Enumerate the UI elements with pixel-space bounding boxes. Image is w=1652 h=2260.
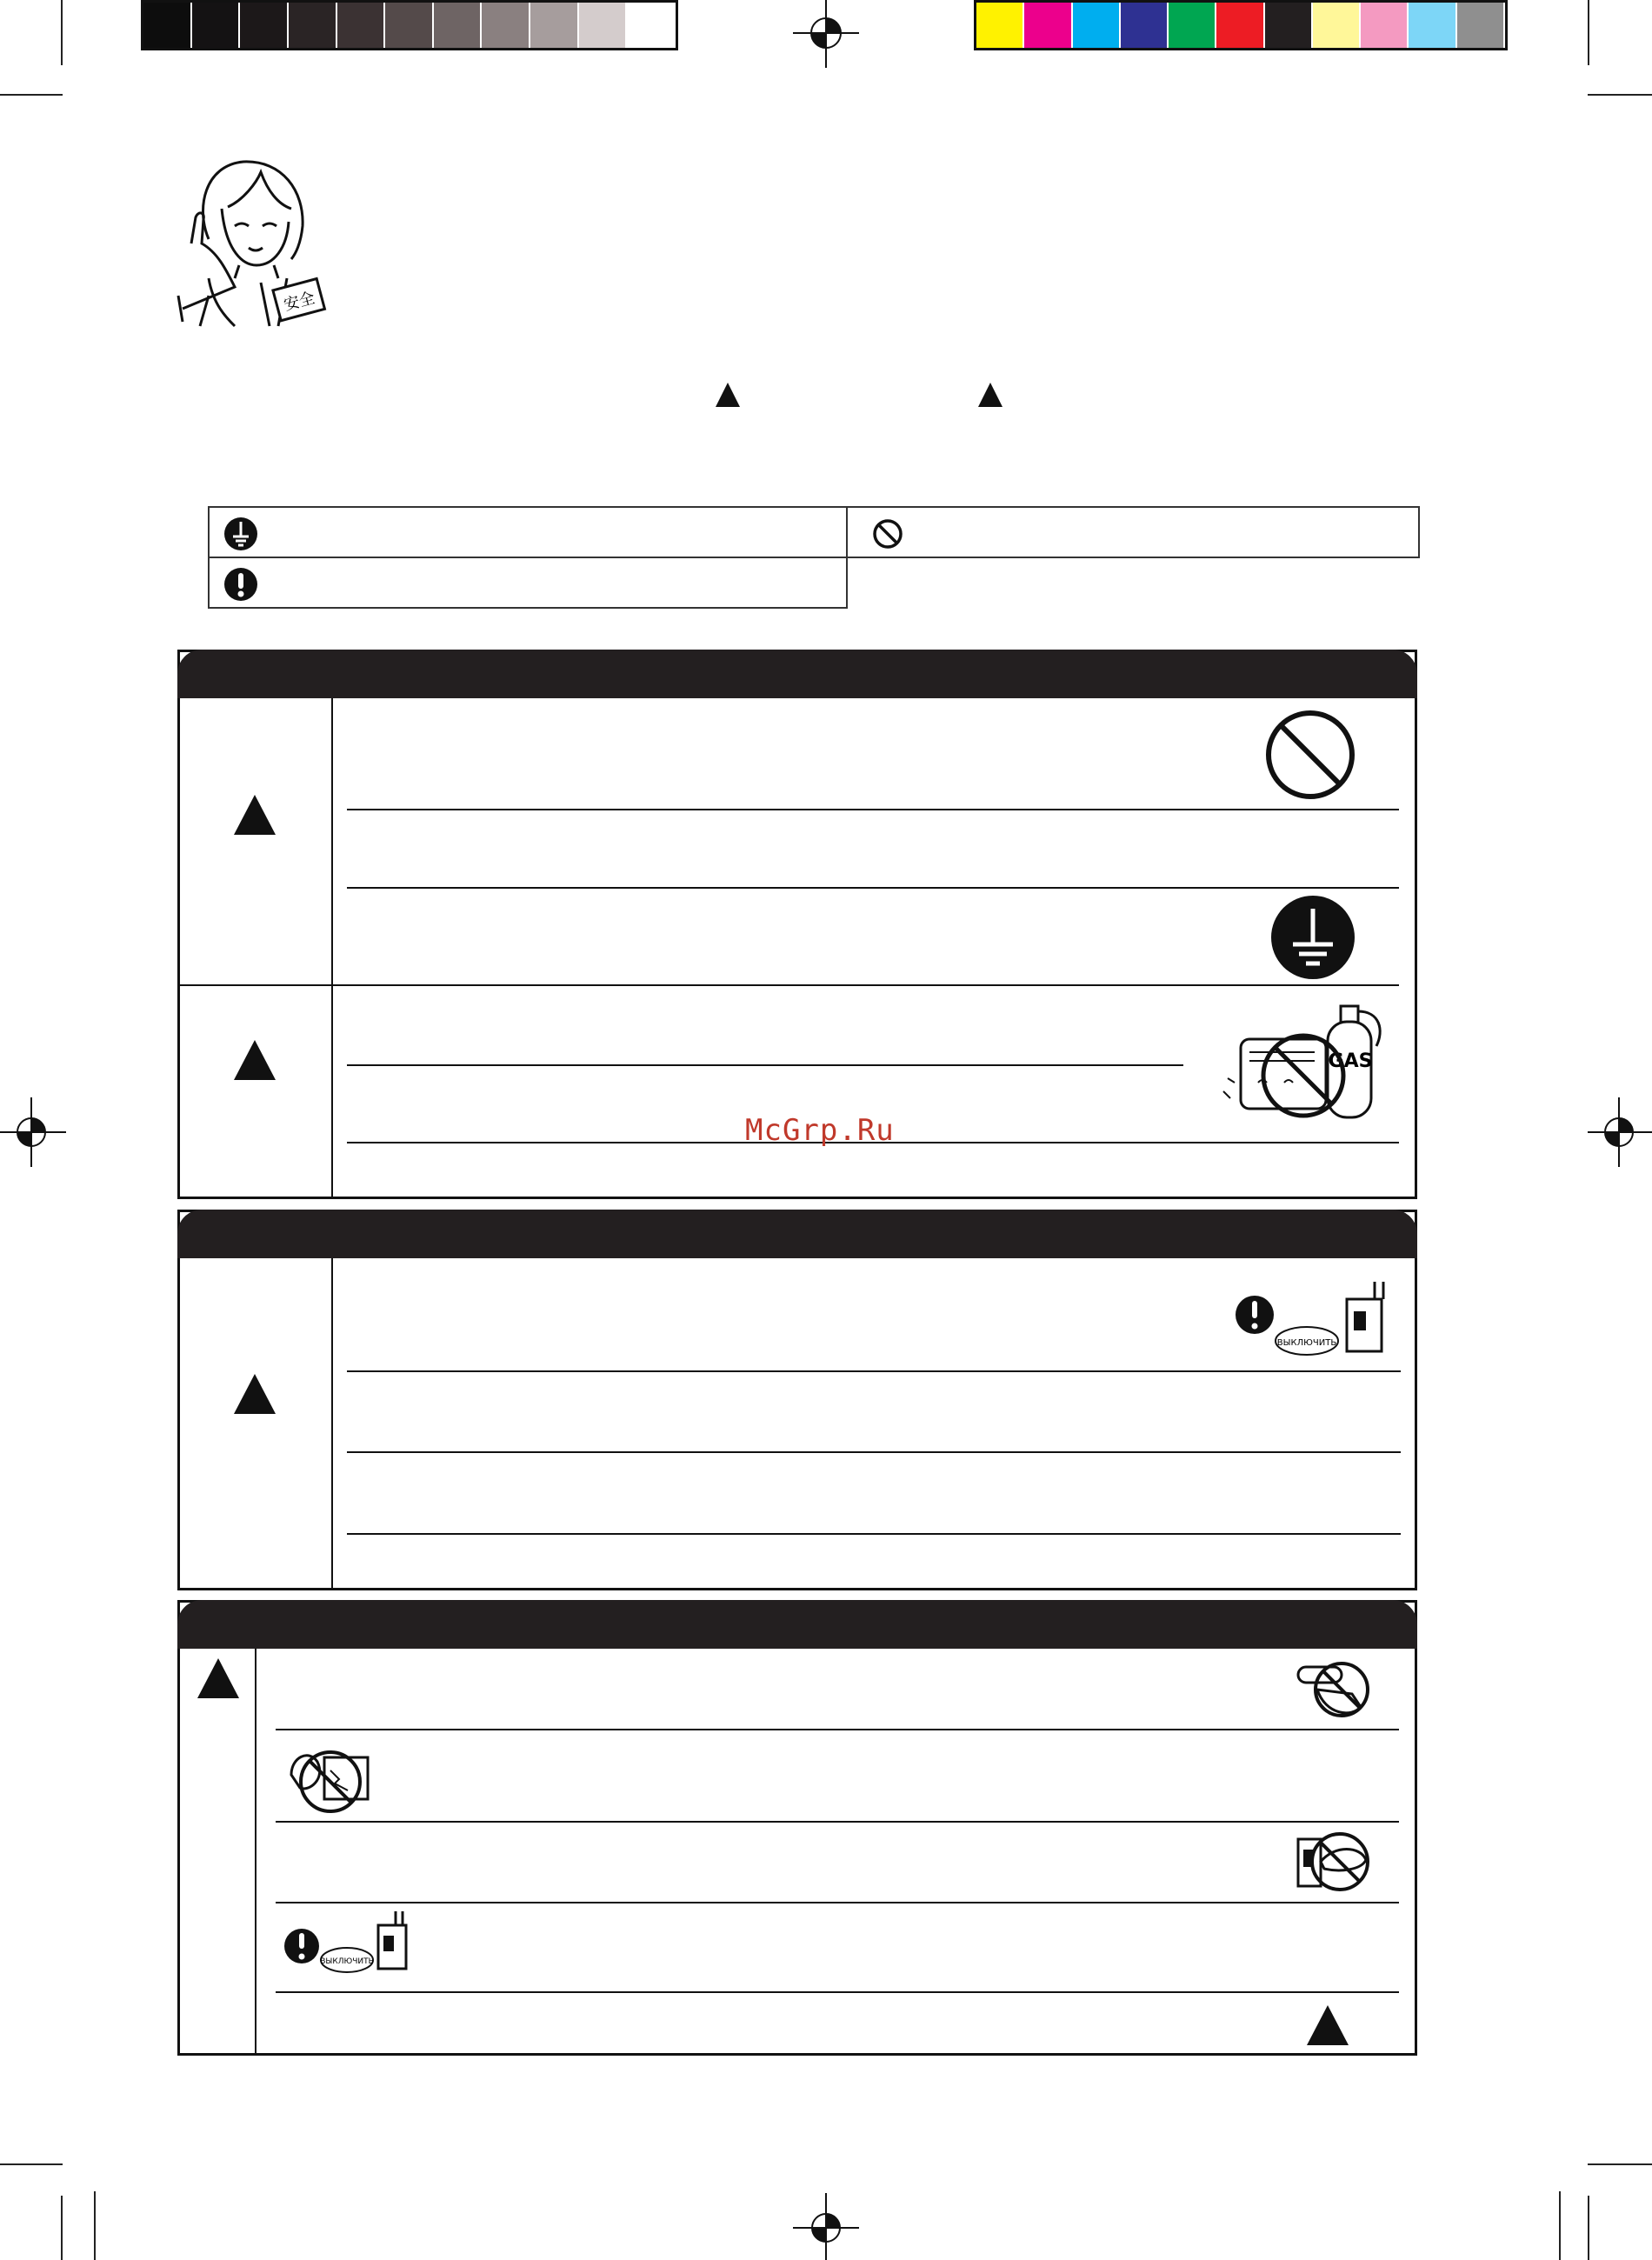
crop-mark [1559, 2191, 1561, 2260]
divider [347, 1533, 1401, 1535]
color-swatch [1409, 3, 1455, 48]
color-swatch [530, 3, 577, 48]
color-swatch [1169, 3, 1215, 48]
divider [331, 984, 1399, 986]
color-swatch [1073, 3, 1119, 48]
divider [347, 809, 1399, 810]
panel-column-divider [331, 698, 333, 1197]
switch-off-label: ВЫКЛЮЧИТЬ [320, 1957, 374, 1966]
color-swatch [1216, 3, 1262, 48]
divider [347, 887, 1399, 889]
switch-off-illustration [1236, 1282, 1401, 1369]
warning-triangle-icon [1307, 2005, 1349, 2045]
registration-mark-left [0, 1097, 70, 1167]
color-swatch [385, 3, 432, 48]
color-swatch [1313, 3, 1359, 48]
switch-off-small-illustration [284, 1911, 415, 1981]
warning-triangle-icon [234, 795, 276, 835]
color-swatch [482, 3, 529, 48]
color-swatch [579, 3, 626, 48]
caution-panel [177, 1600, 1417, 2056]
divider [180, 984, 331, 986]
crop-mark [94, 2191, 96, 2260]
warning-triangle-icon [234, 1040, 276, 1080]
crop-mark [61, 0, 63, 65]
color-swatch [627, 3, 674, 48]
panel-header [177, 1210, 1417, 1258]
crop-mark [1588, 94, 1652, 96]
registration-mark-right [1584, 1097, 1652, 1167]
color-scale-bar [974, 0, 1508, 50]
legend-prohibited-cell [846, 506, 1420, 558]
watermark: McGrp.Ru [745, 1113, 895, 1148]
switch-off-label: ВЫКЛЮЧИТЬ [1276, 1338, 1337, 1348]
gas-hazard-illustration [1206, 996, 1397, 1135]
crop-mark [1588, 2196, 1589, 2260]
panel-column-divider [331, 1258, 333, 1588]
color-swatch [337, 3, 384, 48]
divider [276, 1902, 1399, 1903]
mascot-illustration [174, 157, 330, 330]
divider [347, 1064, 1183, 1066]
registration-mark-top [791, 0, 861, 70]
ground-icon [223, 517, 258, 551]
color-swatch [434, 3, 481, 48]
warning-triangle-icon [978, 383, 1003, 407]
color-swatch [1024, 3, 1070, 48]
gas-label: GAS [1328, 1050, 1373, 1072]
pipe-hazard-icon [1291, 1655, 1375, 1726]
color-swatch [976, 3, 1023, 48]
crop-mark [0, 94, 63, 96]
divider [347, 1451, 1401, 1453]
panel-column-divider [255, 1649, 256, 2053]
grey-scale-bar [141, 0, 678, 50]
divider [276, 1991, 1399, 1993]
warning-triangle-icon [716, 383, 740, 407]
switch-hand-hazard-icon [1291, 1827, 1378, 1898]
panel-header [177, 650, 1417, 698]
color-swatch [240, 3, 287, 48]
color-swatch [1457, 3, 1503, 48]
prohibited-icon [1264, 709, 1356, 801]
color-swatch [289, 3, 336, 48]
registration-mark-bottom [791, 2193, 861, 2260]
color-swatch [192, 3, 239, 48]
panel-header [177, 1600, 1417, 1649]
warning-triangle-icon [197, 1658, 239, 1698]
mascot-sign-text: 安全 [282, 289, 317, 315]
legend-ground-cell [208, 506, 848, 558]
crop-mark [1588, 2163, 1652, 2165]
color-swatch [1265, 3, 1311, 48]
warning-panel-2 [177, 1210, 1417, 1590]
prohibited-icon [872, 518, 903, 550]
ground-icon [1270, 895, 1356, 980]
warning-triangle-icon [234, 1374, 276, 1414]
divider [347, 1370, 1401, 1372]
exclamation-icon [223, 567, 258, 602]
crop-mark [61, 2196, 63, 2260]
crop-mark [1588, 0, 1589, 65]
divider [276, 1821, 1399, 1823]
child-hazard-icon [283, 1740, 378, 1818]
color-swatch [1121, 3, 1167, 48]
legend-caution-cell [208, 557, 848, 609]
divider [276, 1729, 1399, 1730]
crop-mark [0, 2163, 63, 2165]
color-swatch [1361, 3, 1407, 48]
color-swatch [143, 3, 190, 48]
